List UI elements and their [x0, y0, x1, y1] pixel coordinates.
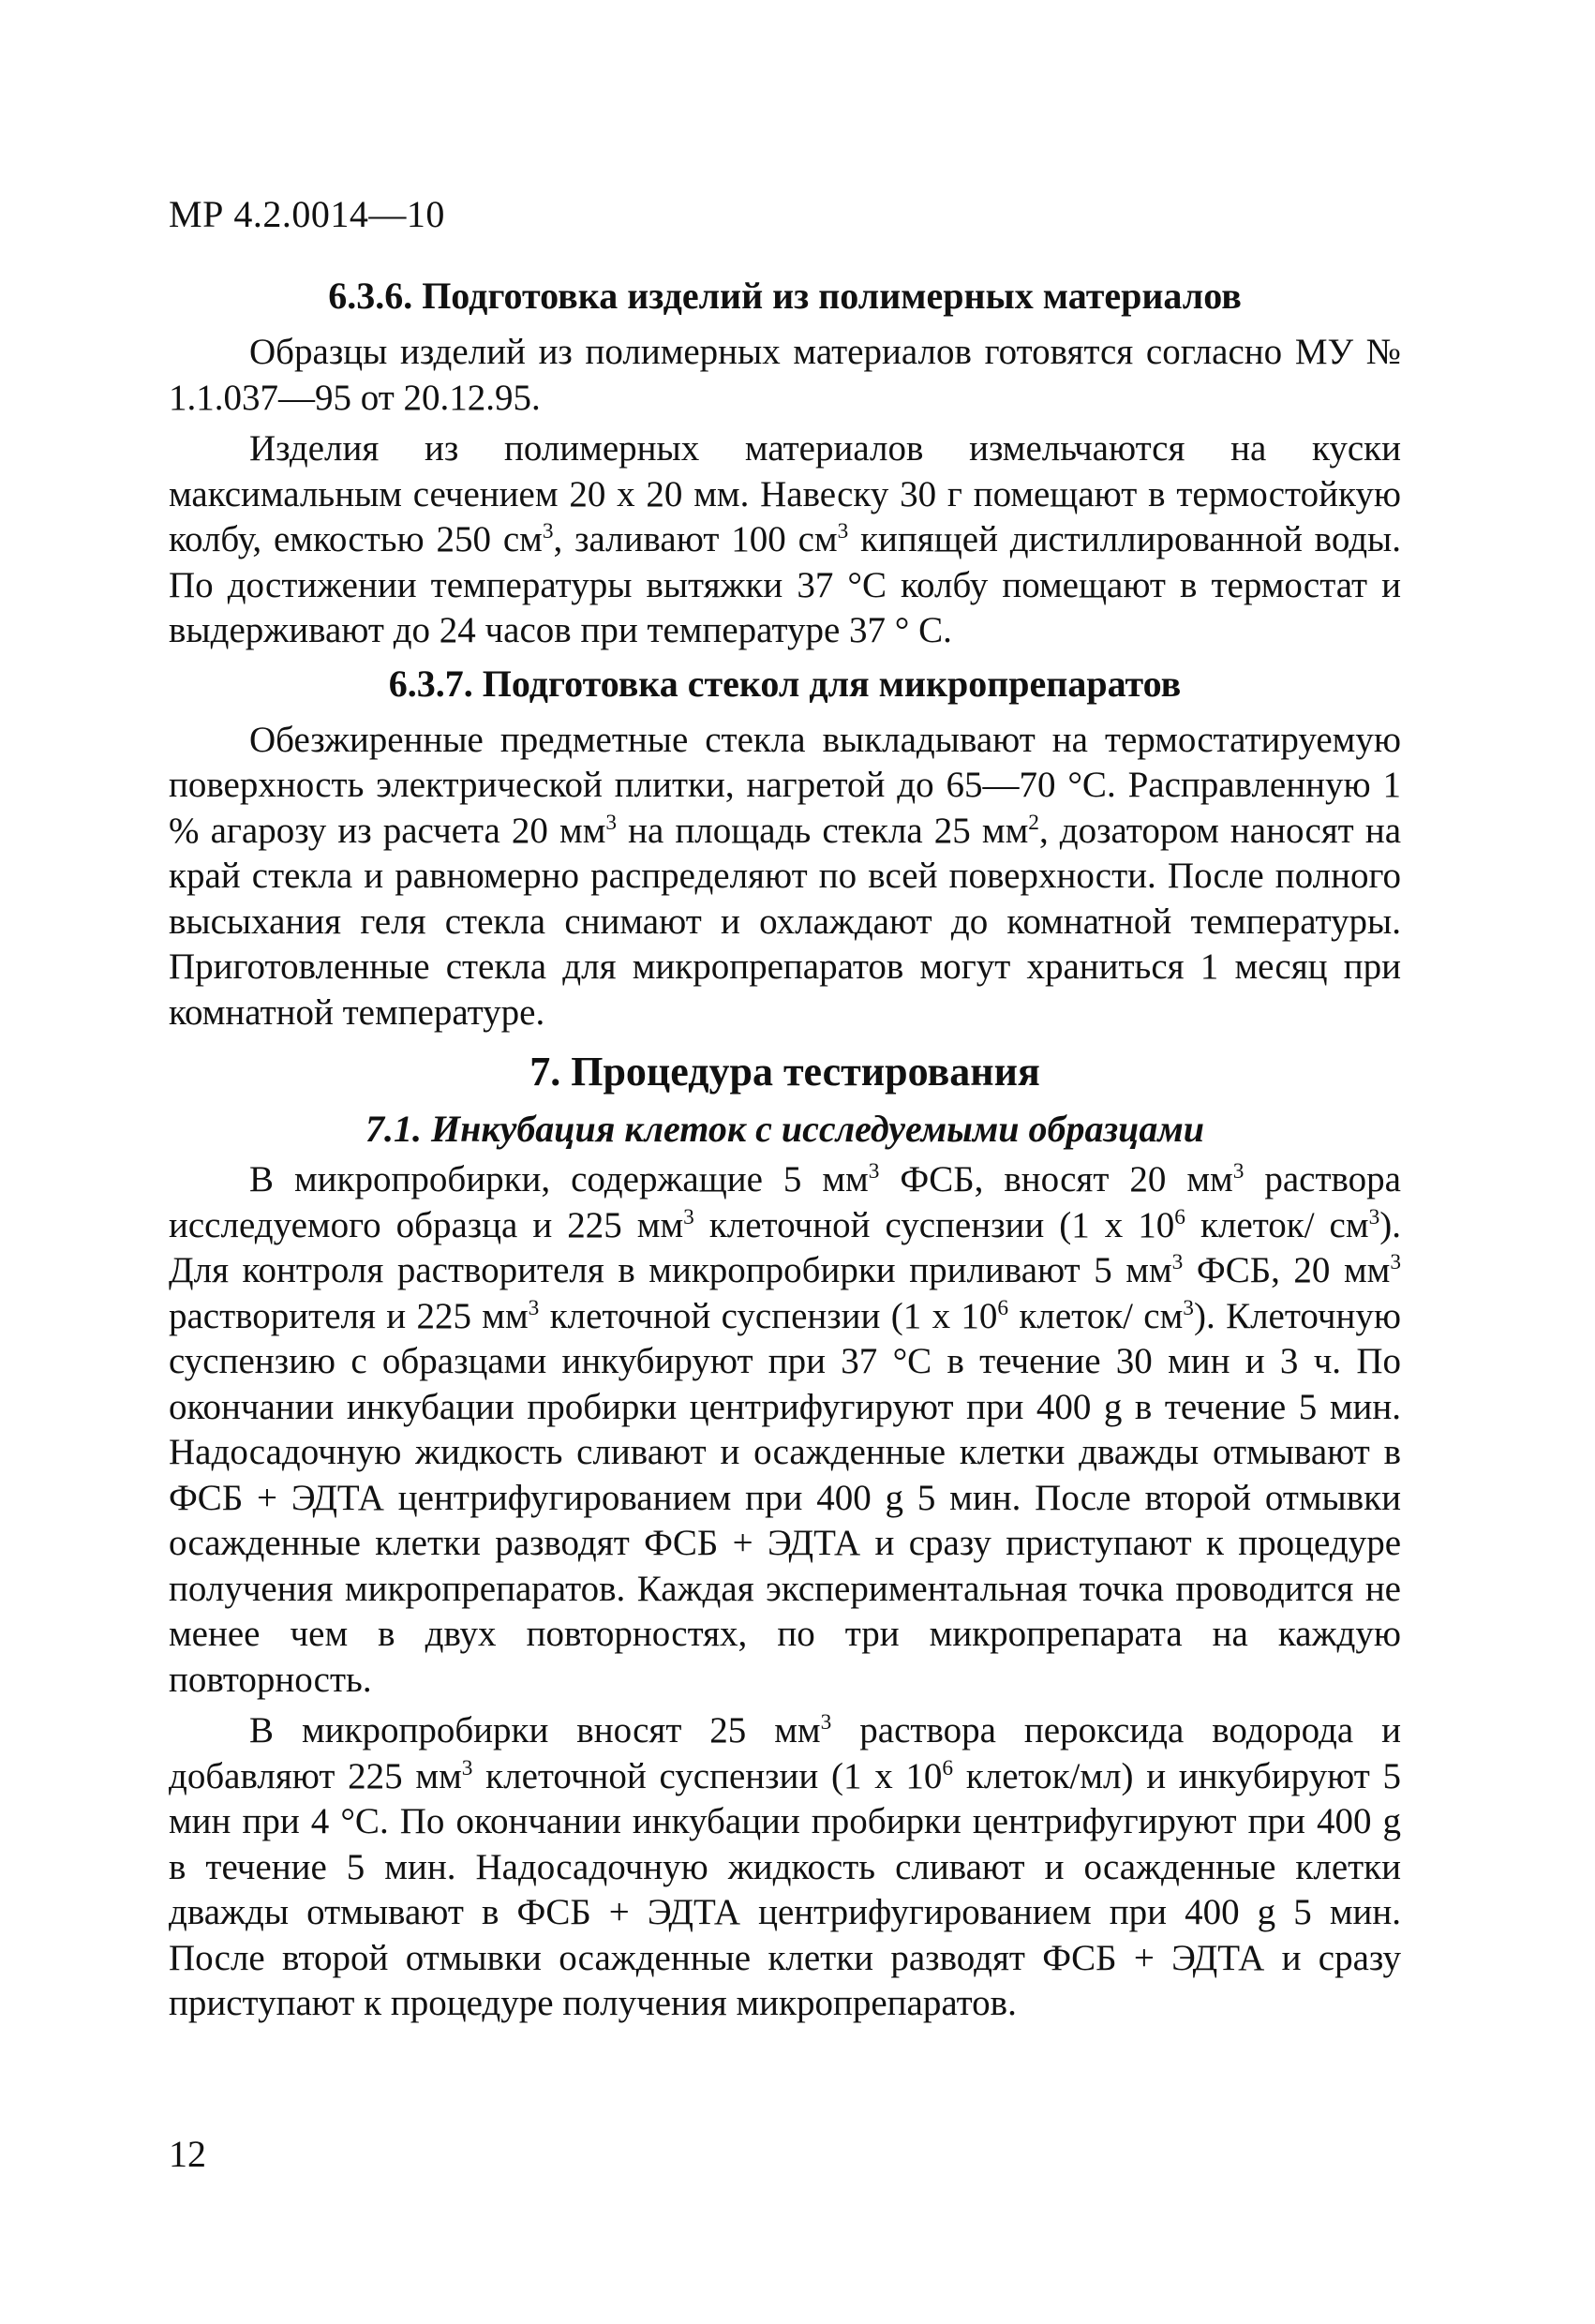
- page-content: [169, 272, 1401, 2033]
- section-6-3-7: [169, 660, 1401, 1036]
- paragraph: Обезжиренные предметные стекла выкладывают на термостатируемую поверхность электрической плитки, нагретой до 65—70 °С. Расправленную 1 % агарозу из расчета 20 $мм^3$ на площадь стекла 25 $мм^2$, дозатором наносят на край стекла и равномерно распределяют по всей поверхности. После полного высыхания геля стекла снимают и охлаждают до комнатной температуры. Приготовленные стекла для микропрепаратов могут храниться 1 месяц при комнатной температуре.: [169, 719, 1402, 1033]
- chapter-7: [169, 1045, 1401, 2027]
- paragraph: В микропробирки, содержащие 5 $мм^3$ ФСБ, вносят 20 $мм^3$ раствора исследуемого образца и 225 $мм^3$ клеточной суспензии (1 х $10^6$ клеток/ $см^3$). Для контроля растворителя в микропробирки приливают 5 $мм^3$ ФСБ, 20 $мм^3$ растворителя и 225 $мм^3$ клеточной суспензии (1 х $10^6$ клеток/ $см^3$). Клеточную суспензию с образцами инкубируют при 37 °С в течение 30 мин и 3 ч. По окончании инкубации пробирки центрифугируют при 400 g в течение 5 мин. Надосадочную жидкость сливают и осажденные клетки дважды отмывают в ФСБ + ЭДТА центрифугированием при 400 g 5 мин. После второй отмывки осажденные клетки разводят ФСБ + ЭДТА и сразу приступают к процедуре получения микропрепаратов. Каждая экспериментальная точка проводится не менее чем в двух повторностях, по три микропрепарата на каждую повторность.: [169, 1159, 1402, 1700]
- paragraph: В микропробирки вносят 25 $мм^3$ раствора пероксида водорода и добавляют 225 $мм^3$ клеточной суспензии (1 х $10^6$ клеток/мл) и инкубируют 5 мин при 4 °С. По окончании инкубации пробирки центрифугируют при 400 g в течение 5 мин. Надосадочную жидкость сливают и осажденные клетки дважды отмывают в ФСБ + ЭДТА центрифугированием при 400 g 5 мин. После второй отмывки осажденные клетки разводят ФСБ + ЭДТА и сразу приступают к процедуре получения микропрепаратов.: [169, 1710, 1401, 2023]
- chapter-heading: 7. Процедура тестирования: [529, 1049, 1040, 1095]
- paragraph: Образцы изделий из полимерных материалов готовятся согласно МУ № 1.1.037—95 от 20.12.95.: [169, 332, 1401, 418]
- page-number: 12: [169, 2133, 206, 2175]
- section-heading: 6.3.6. Подготовка изделий из полимерных материалов: [328, 275, 1242, 317]
- subsection-heading: 7.1. Инкубация клеток с исследуемыми образцами: [365, 1108, 1204, 1150]
- section-6-3-6: [169, 272, 1401, 654]
- document-code: МР 4.2.0014—10: [169, 193, 445, 235]
- paragraph: Изделия из полимерных материалов измельчаются на куски максимальным сечением 20 х 20 мм. Навеску 30 г помещают в термостойкую колбу, емкостью 250 $см^3$, заливают 100 $см^3$ кипящей дистиллированной воды. По достижении температуры вытяжки 37 °С колбу помещают в термостат и выдерживают до 24 часов при температуре 37 ° С.: [169, 428, 1401, 650]
- section-heading: 6.3.7. Подготовка стекол для микропрепаратов: [388, 662, 1182, 705]
